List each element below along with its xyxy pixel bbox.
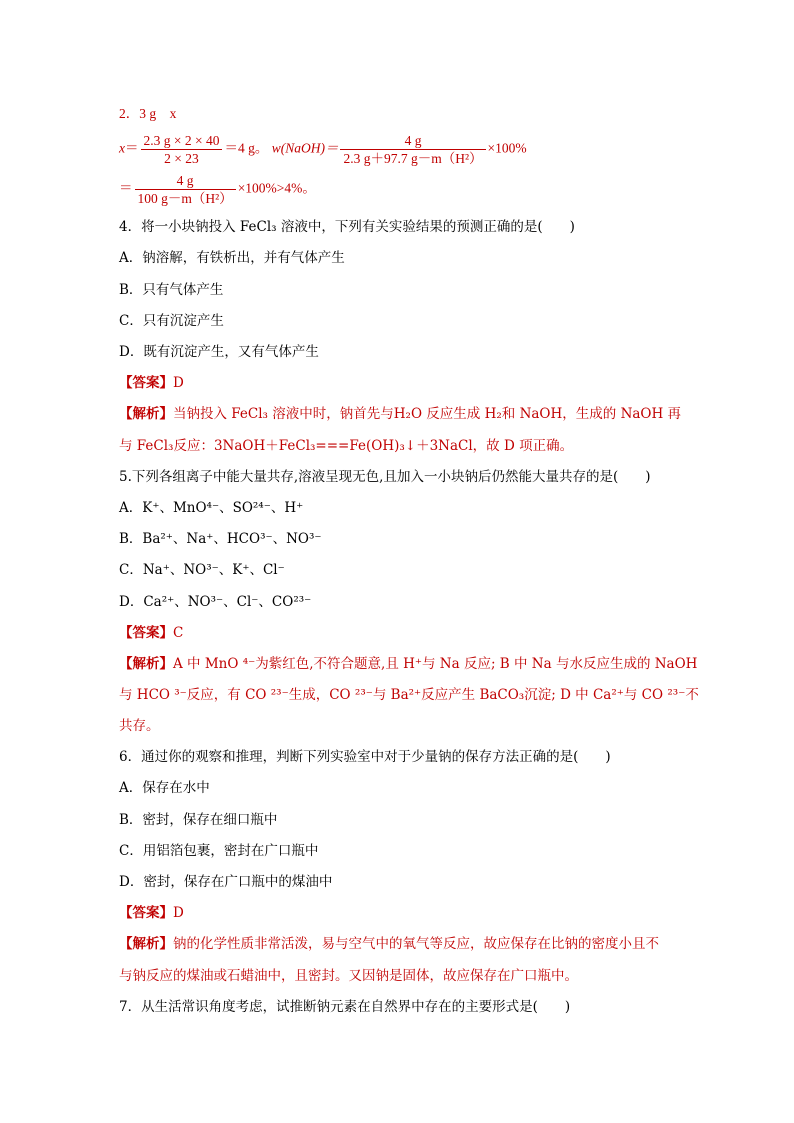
calc-fraction-1 [141, 132, 223, 167]
question-6-option-a: A．保存在水中 [119, 780, 210, 796]
question-6-stem: 6．通过你的观察和推理，判断下列实验室中对于少量钠的保存方法正确的是( ) [119, 749, 611, 765]
answer-value: D [173, 905, 184, 921]
analysis-tag: 【解析】 [119, 406, 173, 422]
question-4-option-a: A．钠溶解，有铁析出，并有气体产生 [119, 250, 345, 266]
question-7-stem: 7．从生活常识角度考虑，试推断钠元素在自然界中存在的主要形式是( ) [119, 999, 571, 1015]
question-5-answer [119, 624, 183, 642]
question-5-analysis-2: 与 HCO ³⁻反应，有 CO ²³⁻生成，CO ²³⁻与 Ba²⁺反应产生 BaCO₃沉淀; D 中 Ca²⁺与 CO ²³⁻不 [119, 687, 699, 703]
question-4-analysis-1 [119, 405, 681, 423]
calc-line-2: x＝ $\frac{2.3 g \times 2 \times 40}{2 \times 23}$ ＝4 g。 w(NaOH)＝ $\frac{4 g}{\text{2.3 g＋97.7 g－m（H²）}}$ ×100% [119, 133, 527, 166]
calc-line-1: 2．3 g x [119, 106, 177, 121]
question-5-option-a: A．K⁺、MnO⁴⁻、SO²⁴⁻、H⁺ [119, 500, 304, 516]
question-6-analysis-1 [119, 935, 659, 953]
question-4-option-c: C．只有沉淀产生 [119, 313, 224, 329]
question-4-option-d: D．既有沉淀产生，又有气体产生 [119, 344, 319, 360]
question-5-stem: 5.下列各组离子中能大量共存,溶液呈现无色,且加入一小块钠后仍然能大量共存的是( ) [119, 469, 651, 485]
fraction-numerator: 2.3 g × 2 × 40 [141, 132, 223, 150]
calc-line-3 [119, 172, 316, 207]
question-5-analysis-1 [119, 655, 697, 673]
answer-tag: 【答案】 [119, 905, 173, 921]
calc-x-label: x [119, 140, 125, 156]
analysis-tag: 【解析】 [119, 656, 173, 672]
analysis-text: 钠的化学性质非常活泼，易与空气中的氧气等反应，故应保存在比钠的密度小且不 [173, 936, 659, 952]
calc-conclusion: ×100%>4%。 [237, 180, 316, 196]
calc-mass-fraction: w(NaOH)＝ [271, 140, 339, 156]
answer-value: D [173, 375, 184, 391]
question-4-option-b: B．只有气体产生 [119, 282, 224, 298]
fraction-denominator: 2.3 g＋97.7 g－m（H²） [343, 151, 483, 166]
question-4-analysis-2: 与 FeCl₃反应：3NaOH＋FeCl₃===Fe(OH)₃↓＋3NaCl，故 D 项正确。 [119, 438, 574, 454]
calc-result: ＝4 g。 [224, 140, 269, 156]
calc-fraction-2 [340, 132, 485, 167]
question-5-option-b: B．Ba²⁺、Na⁺、HCO³⁻、NO³⁻ [119, 531, 322, 547]
question-6-answer [119, 904, 184, 922]
analysis-text: A 中 MnO ⁴⁻为紫红色,不符合题意,且 H⁺与 Na 反应; B 中 Na 与水反应生成的 NaOH [173, 656, 698, 672]
calc-percent: ×100% [487, 140, 527, 156]
fraction-denominator: 100 g－m（H²） [137, 191, 233, 206]
analysis-tag: 【解析】 [119, 936, 173, 952]
question-4-stem: 4．将一小块钠投入 FeCl₃ 溶液中，下列有关实验结果的预测正确的是( ) [119, 219, 575, 235]
analysis-text: 当钠投入 FeCl₃ 溶液中时，钠首先与H₂O 反应生成 H₂和 NaOH，生成的 NaOH 再 [173, 406, 682, 422]
question-5-option-d: D．Ca²⁺、NO³⁻、Cl⁻、CO²³⁻ [119, 594, 312, 610]
calc-fraction-3 [135, 172, 236, 207]
question-4-answer [119, 374, 184, 392]
answer-tag: 【答案】 [119, 375, 173, 391]
question-6-option-d: D．密封，保存在广口瓶中的煤油中 [119, 874, 333, 890]
question-6-option-c: C．用铝箔包裹，密封在广口瓶中 [119, 843, 319, 859]
question-5-analysis-3: 共存。 [119, 718, 160, 734]
question-5-option-c: C．Na⁺、NO³⁻、K⁺、Cl⁻ [119, 562, 285, 578]
question-6-option-b: B．密封，保存在细口瓶中 [119, 812, 278, 828]
fraction-denominator: 2 × 23 [164, 151, 199, 166]
question-6-analysis-2: 与钠反应的煤油或石蜡油中，且密封。又因钠是固体，故应保存在广口瓶中。 [119, 968, 578, 984]
fraction-numerator: 4 g [135, 172, 236, 190]
answer-tag: 【答案】 [119, 625, 173, 641]
fraction-numerator: 4 g [340, 132, 485, 150]
answer-value: C [173, 625, 184, 641]
calc-equals: ＝ [119, 180, 133, 196]
